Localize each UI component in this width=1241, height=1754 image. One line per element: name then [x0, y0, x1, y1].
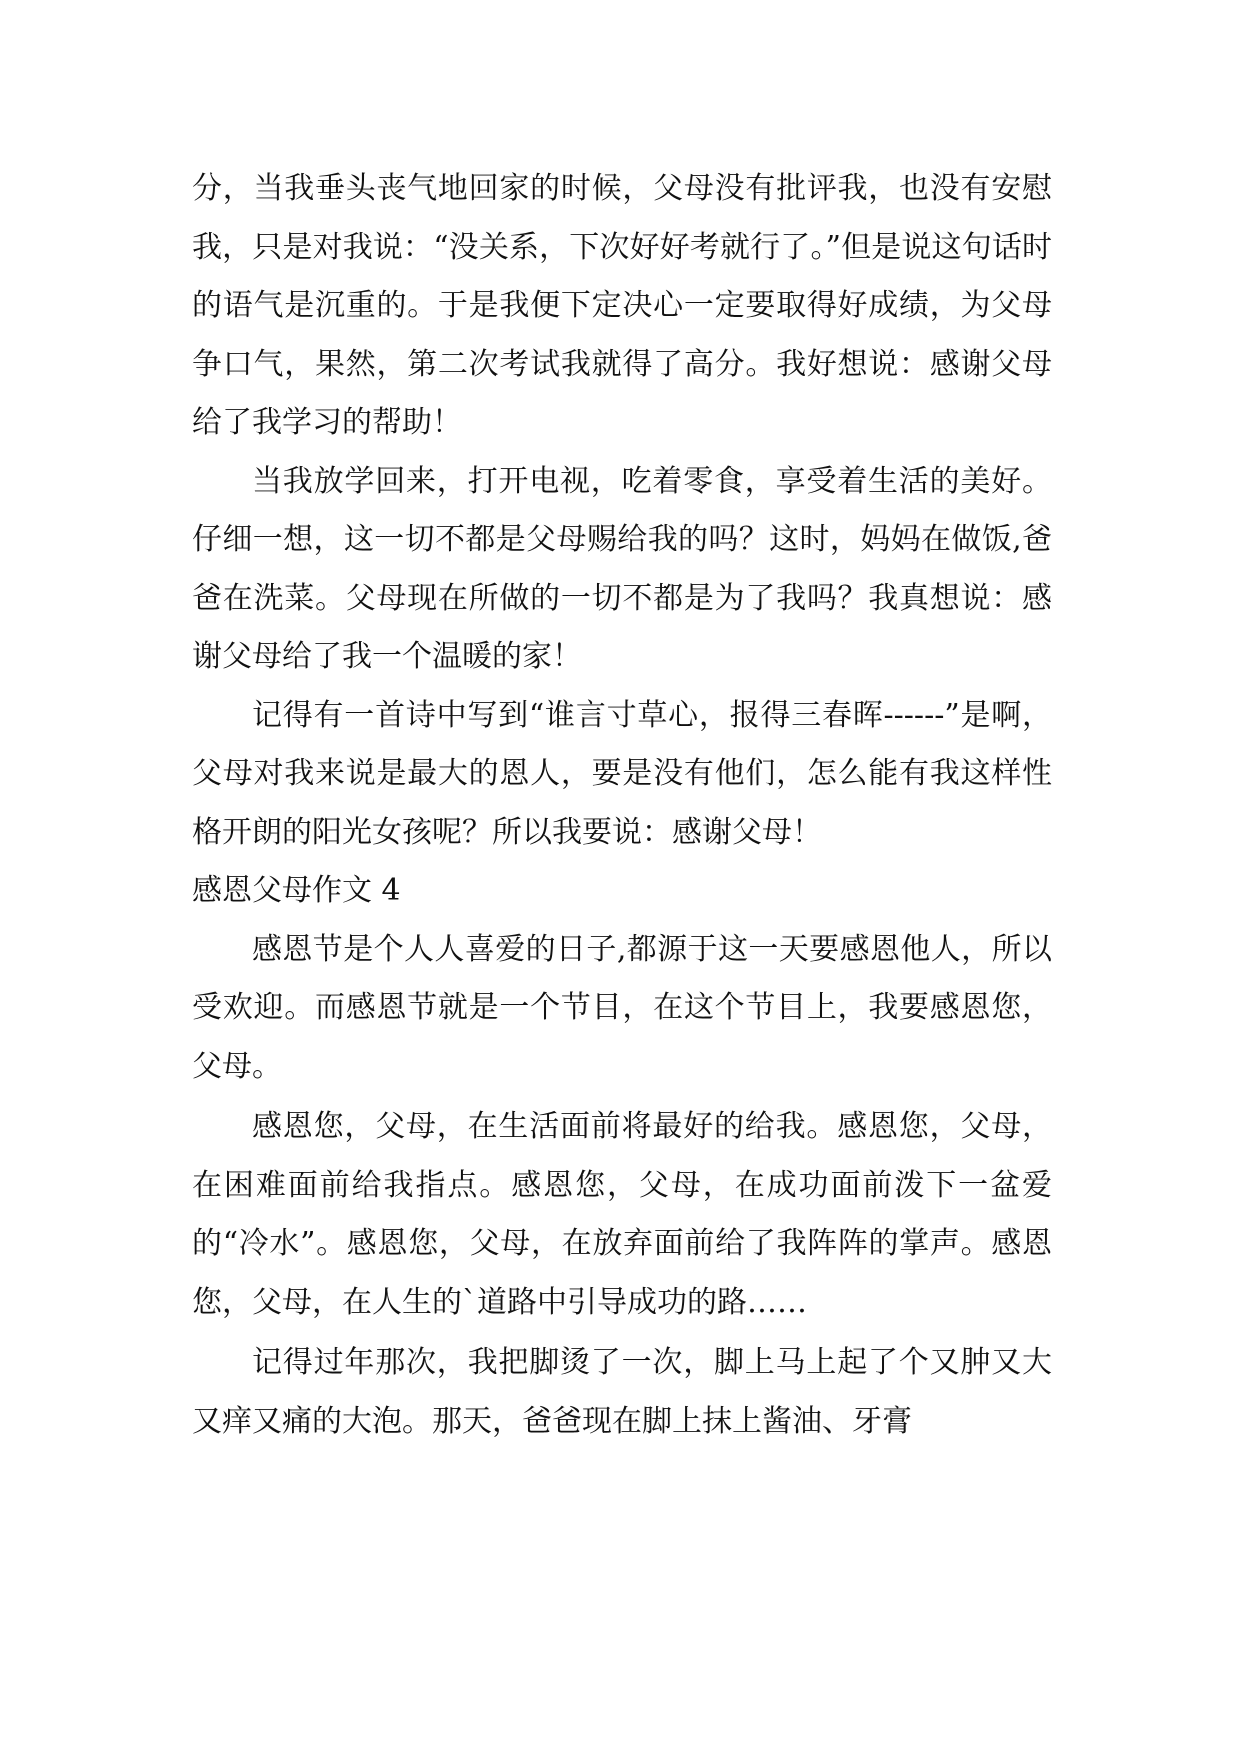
paragraph-3: 记得有一首诗中写到“谁言寸草心，报得三春晖------”是啊，父母对我来说是最大的恩人，要是没有他们，怎么能有我这样性格开朗的阳光女孩呢？所以我要说：感谢父母！	[192, 697, 1052, 850]
paragraph-5: 感恩您，父母，在生活面前将最好的给我。感恩您，父母，在困难面前给我指点。感恩您，父母，在成功面前泼下一盆爱的“冷水”。感恩您，父母，在放弃面前给了我阵阵的掌声。感恩您，父母，在人生的`道路中引导成功的路……	[192, 1109, 1052, 1320]
paragraph-1: 分，当我垂头丧气地回家的时候，父母没有批评我，也没有安慰我，只是对我说：“没关系，下次好好考就行了。”但是说这句话时的语气是沉重的。于是我便下定决心一定要取得好成绩，为父母争口气，果然，第二次考试我就得了高分。我好想说：感谢父母给了我学习的帮助！	[192, 171, 1052, 440]
section-heading: 感恩父母作文 4	[192, 873, 401, 908]
document-body	[192, 160, 1052, 1451]
paragraph-2: 当我放学回来，打开电视，吃着零食，享受着生活的美好。仔细一想，这一切不都是父母赐给我的吗？这时，妈妈在做饭,爸爸在洗菜。父母现在所做的一切不都是为了我吗？我真想说：感谢父母给了我一个温暖的家！	[192, 463, 1052, 674]
paragraph-6: 记得过年那次，我把脚烫了一次，脚上马上起了个又肿又大又痒又痛的大泡。那天，爸爸现在脚上抹上酱油、牙膏	[192, 1345, 1052, 1439]
paragraph-4: 感恩节是个人人喜爱的日子,都源于这一天要感恩他人，所以受欢迎。而感恩节就是一个节目，在这个节目上，我要感恩您，父母。	[192, 931, 1052, 1084]
